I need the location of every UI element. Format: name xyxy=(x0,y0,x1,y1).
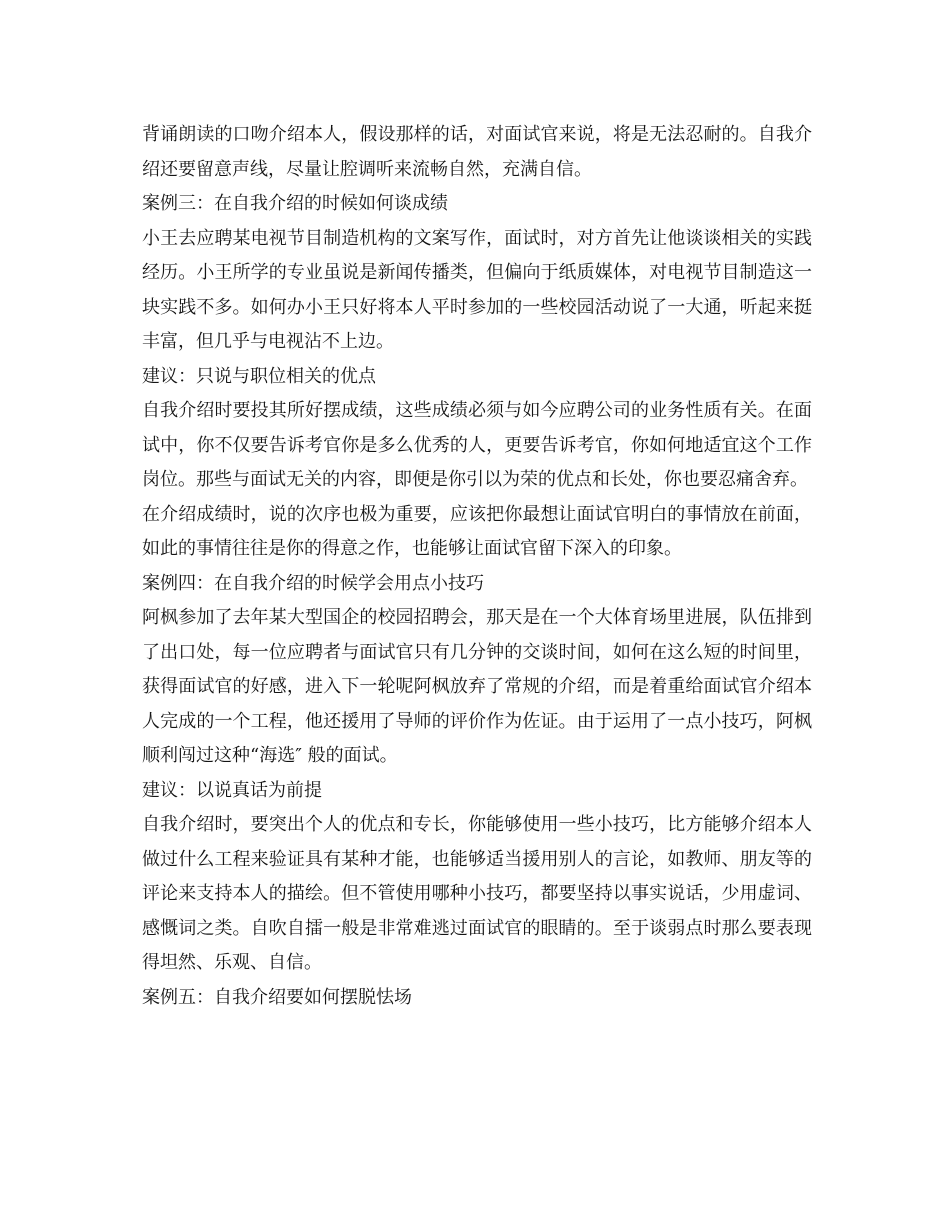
advice-honesty-paragraph: 自我介绍时，要突出个人的优点和专长，你能够使用一些小技巧，比方能够介绍本人做过什么工程来验证具有某种才能，也能够适当援用别人的言论，如教师、朋友等的评论来支持本人的描绘。但不管使用哪种小技巧，都要坚持以事实说话，少用虚词、感慨词之类。自吹自擂一般是非常难逃过面试官的眼睛的。至于谈弱点时那么要表现得坦然、乐观、自信。 xyxy=(142,814,812,973)
case-three-story: 小王去应聘某电视节目制造机构的文案写作，面试时，对方首先让他谈谈相关的实践经历。小王所学的专业虽说是新闻传播类，但偏向于纸质媒体，对电视节目制造这一块实践不多。如何办小王只好将本人平时参加的一些校园活动说了一大通，听起来挺丰富，但几乎与电视沾不上边。 xyxy=(142,227,812,352)
case-four-story: 阿枫参加了去年某大型国企的校园招聘会，那天是在一个大体育场里进展，队伍排到了出口处，每一位应聘者与面试官只有几分钟的交谈时间，如何在这么短的时间里，获得面试官的好感，进入下一轮呢阿枫放弃了常规的介绍，而是着重给面试官介绍本人完成的一个工程，他还援用了导师的评价作为佐证。由于运用了一点小技巧，阿枫顺利闯过这种“海选″ 般的面试。 xyxy=(142,607,812,766)
paragraph-voice-advice: 背诵朗读的口吻介绍本人，假设那样的话，对面试官来说，将是无法忍耐的。自我介绍还要留意声线，尽量让腔调听来流畅自然，充满自信。 xyxy=(142,124,812,180)
advice-honesty-heading: 建议：以说真话为前提 xyxy=(142,779,322,801)
document-body xyxy=(142,118,812,1015)
case-three-heading: 案例三：在自我介绍的时候如何谈成绩 xyxy=(142,193,448,214)
case-five-heading: 案例五：自我介绍要如何摆脱怯场 xyxy=(142,986,412,1008)
advice-relevant-strengths-paragraph: 自我介绍时要投其所好摆成绩，这些成绩必须与如今应聘公司的业务性质有关。在面试中，你不仅要告诉考官你是多么优秀的人，更要告诉考官，你如何地适宜这个工作岗位。那些与面试无关的内容，即便是你引以为荣的优点和长处，你也要忍痛舍弃。 xyxy=(142,400,812,490)
case-four-heading: 案例四：在自我介绍的时候学会用点小技巧 xyxy=(142,572,484,594)
advice-order-paragraph: 在介绍成绩时，说的次序也极为重要，应该把你最想让面试官明白的事情放在前面，如此的事情往往是你的得意之作，也能够让面试官留下深入的印象。 xyxy=(142,503,812,559)
advice-relevant-strengths-heading: 建议：只说与职位相关的优点 xyxy=(142,365,376,387)
